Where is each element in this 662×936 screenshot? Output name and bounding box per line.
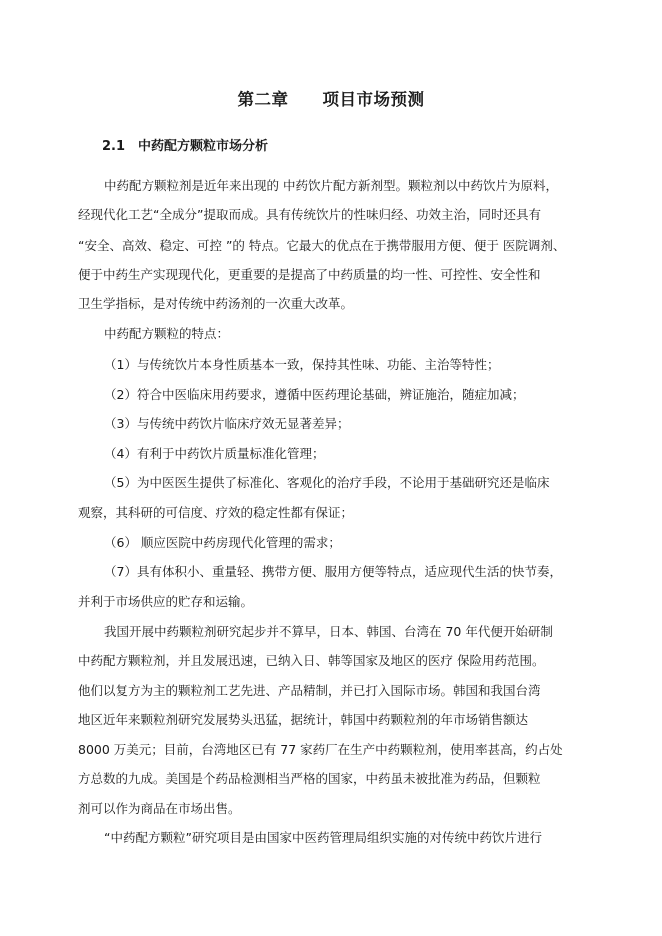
body-line: 方总数的九成。美国是个药品检测相当严格的国家，中药虽未被批准为药品，但颗粒 (78, 771, 541, 786)
body-line: 便于中药生产实现现代化，更重要的是提高了中药质量的均一性、可控性、安全性和 (78, 267, 541, 282)
body-line: 经现代化工艺“全成分”提取而成。具有传统饮片的性味归经、功效主治，同时还具有 (78, 207, 541, 222)
section-heading (102, 135, 268, 154)
list-item: （7）具有体积小、重量轻、携带方便、服用方便等特点，适应现代生活的快节奏， (104, 564, 562, 579)
body-line: 中药配方颗粒剂是近年来出现的 中药饮片配方新剂型。颗粒剂以中药饮片为原料， (104, 178, 558, 193)
body-line: 卫生学指标，是对传统中药汤剂的一次重大改革。 (78, 296, 354, 311)
chapter-number: 第二章 (237, 90, 289, 109)
list-item: （4）有利于中药饮片质量标准化管理； (104, 446, 325, 461)
body-line: 我国开展中药颗粒剂研究起步并不算早，日本、韩国、台湾在 70 年代便开始研制 (104, 624, 553, 639)
body-line: 中药配方颗粒剂，并且发展迅速，已纳入日、韩等国家及地区的医疗 保险用药范围。 (78, 653, 545, 668)
body-line: 8000 万美元；目前，台湾地区已有 77 家药厂在生产中药颗粒剂，使用率甚高，约占处 (78, 742, 563, 757)
chapter-name: 项目市场预测 (322, 90, 425, 109)
list-item-continuation: 观察，其科研的可信度、疗效的稳定性都有保证； (78, 505, 354, 520)
body-line: “安全、高效、稳定、可控 ”的 特点。它最大的优点在于携带服用方便、便于 医院调剂、 (78, 238, 566, 253)
body-line: 剂可以作为商品在市场出售。 (78, 801, 241, 816)
list-item-continuation: 并利于市场供应的贮存和运输。 (78, 594, 254, 609)
list-item: （3）与传统中药饮片临床疗效无显著差异； (104, 416, 350, 431)
body-line: “中药配方颗粒”研究项目是由国家中医药管理局组织实施的对传统中药饮片进行 (104, 830, 542, 845)
body-line: 地区近年来颗粒剂研究发展势头迅猛，据统计，韩国中药颗粒剂的年市场销售额达 (78, 712, 529, 727)
section-number: 2.1 (102, 139, 126, 154)
list-item: （5）为中医医生提供了标准化、客观化的治疗手段，不论用于基础研究还是临床 (104, 475, 550, 490)
chapter-title (0, 86, 662, 110)
list-item: （2）符合中医临床用药要求，遵循中医药理论基础，辨证施治，随症加减； (104, 387, 525, 402)
section-title: 中药配方颗粒市场分析 (138, 139, 269, 154)
list-item: （6） 顺应医院中药房现代化管理的需求； (104, 535, 341, 550)
body-line: 中药配方颗粒的特点： (104, 326, 230, 341)
body-line: 他们以复方为主的颗粒剂工艺先进、产品精制，并已打入国际市场。韩国和我国台湾 (78, 683, 541, 698)
list-item: （1）与传统饮片本身性质基本一致，保持其性味、功能、主治等特性； (104, 357, 500, 372)
